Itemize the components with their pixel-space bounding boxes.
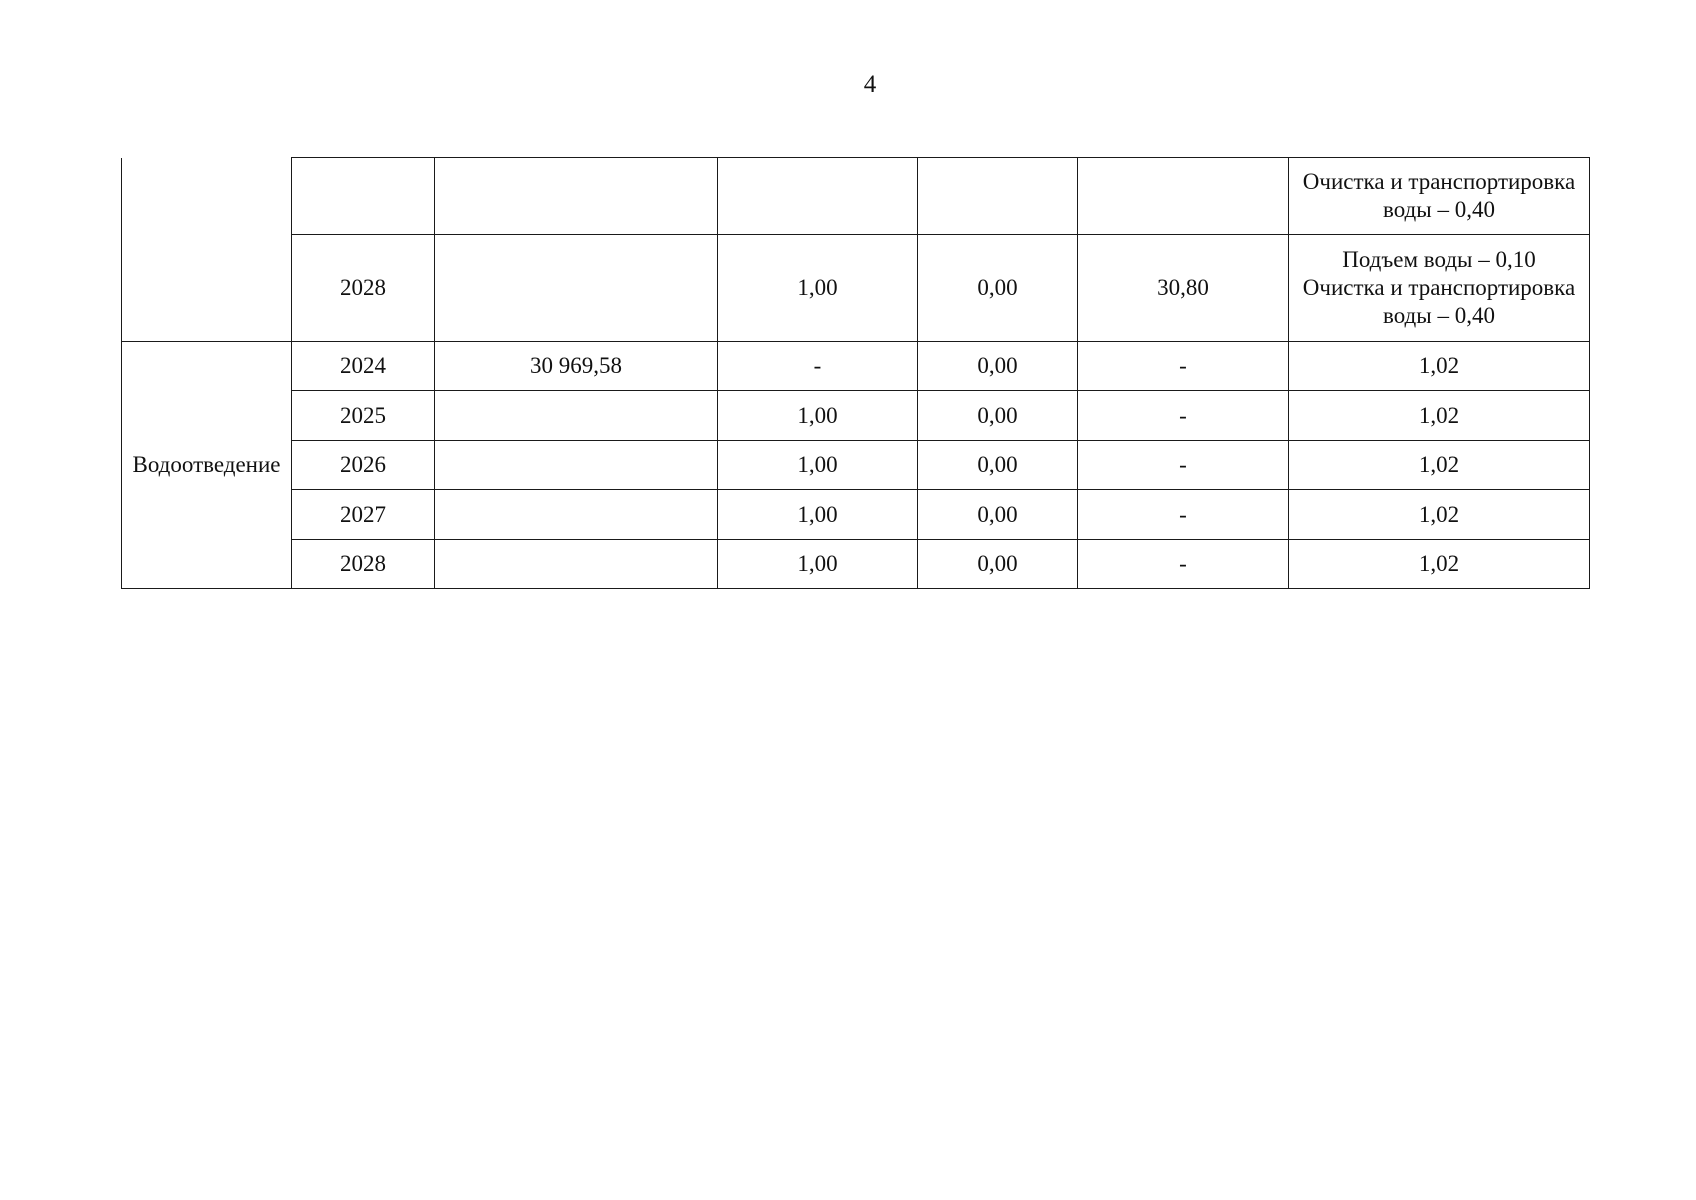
year-cell: 2025 xyxy=(292,391,435,441)
note-line: Очистка и транспортировка xyxy=(1302,169,1576,194)
year-cell: 2028 xyxy=(292,235,435,342)
value-cell: - xyxy=(1078,391,1289,441)
table-row xyxy=(122,235,1590,342)
year-cell xyxy=(292,158,435,235)
value-cell: 1,00 xyxy=(718,490,918,540)
table-row xyxy=(122,391,1590,441)
value-cell: 30,80 xyxy=(1078,235,1289,342)
value-cell: 1,02 xyxy=(1289,342,1590,391)
service-name-cell: Водоотведение xyxy=(122,342,292,589)
value-cell: 1,02 xyxy=(1289,540,1590,589)
table-row xyxy=(122,490,1590,540)
value-cell: 1,00 xyxy=(718,540,918,589)
notes-cell xyxy=(1289,235,1590,342)
value-cell: 0,00 xyxy=(918,490,1078,540)
value-cell: 0,00 xyxy=(918,391,1078,441)
table-row xyxy=(122,342,1590,391)
note-line: Очистка и транспортировка xyxy=(1302,275,1576,300)
value-cell: - xyxy=(1078,441,1289,490)
note-line: воды – 0,40 xyxy=(1383,303,1495,328)
year-cell: 2027 xyxy=(292,490,435,540)
base-value-cell: 30 969,58 xyxy=(435,342,718,391)
value-cell: 1,02 xyxy=(1289,441,1590,490)
page-number: 4 xyxy=(863,71,877,98)
table-row xyxy=(122,540,1590,589)
table-row xyxy=(122,441,1590,490)
value-cell: - xyxy=(1078,490,1289,540)
value-cell xyxy=(918,158,1078,235)
value-cell: 0,00 xyxy=(918,441,1078,490)
value-cell: 0,00 xyxy=(918,540,1078,589)
value-cell xyxy=(718,158,918,235)
value-cell: 1,02 xyxy=(1289,490,1590,540)
base-value-cell xyxy=(435,490,718,540)
value-cell xyxy=(1078,158,1289,235)
base-value-cell xyxy=(435,235,718,342)
tariff-table xyxy=(121,157,1590,589)
base-value-cell xyxy=(435,391,718,441)
value-cell: 1,00 xyxy=(718,235,918,342)
note-line: воды – 0,40 xyxy=(1383,197,1495,222)
note-line: Подъем воды – 0,10 xyxy=(1342,247,1536,272)
base-value-cell xyxy=(435,158,718,235)
service-cell-continued xyxy=(122,158,292,342)
value-cell: 1,02 xyxy=(1289,391,1590,441)
base-value-cell xyxy=(435,441,718,490)
value-cell: 1,00 xyxy=(718,441,918,490)
year-cell: 2028 xyxy=(292,540,435,589)
value-cell: - xyxy=(1078,540,1289,589)
table-row xyxy=(122,158,1590,235)
base-value-cell xyxy=(435,540,718,589)
value-cell: - xyxy=(1078,342,1289,391)
year-cell: 2024 xyxy=(292,342,435,391)
value-cell: 0,00 xyxy=(918,235,1078,342)
year-cell: 2026 xyxy=(292,441,435,490)
value-cell: 1,00 xyxy=(718,391,918,441)
value-cell: - xyxy=(718,342,918,391)
value-cell: 0,00 xyxy=(918,342,1078,391)
notes-cell xyxy=(1289,158,1590,235)
